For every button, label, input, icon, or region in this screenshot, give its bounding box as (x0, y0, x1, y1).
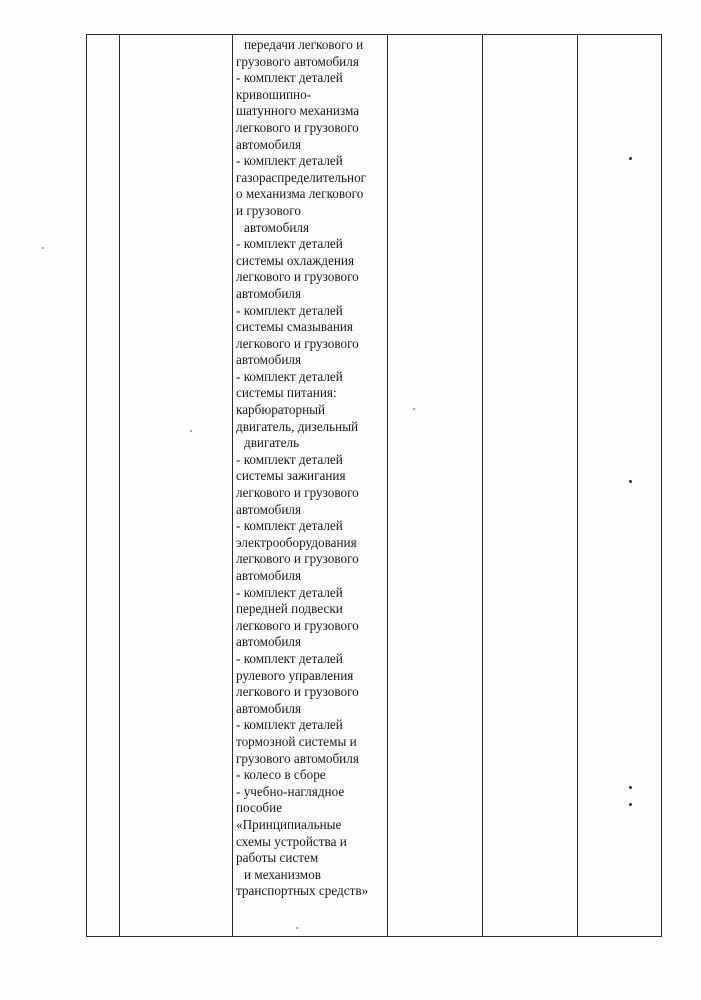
description-line: схемы устройства и (236, 833, 347, 849)
description-line: автомобиля (236, 568, 302, 583)
description-line: транспортных средств» (236, 883, 369, 899)
description-line: - комплект деталей (236, 153, 343, 169)
description-line: грузового автомобиля (236, 750, 359, 766)
scan-speck (629, 480, 632, 483)
description-line: рулевого управления (236, 667, 354, 683)
table-column-divider-3 (387, 34, 388, 937)
description-line: - комплект деталей (236, 717, 343, 733)
description-line: системы смазывания (236, 319, 354, 335)
description-line: - учебно-наглядное (236, 783, 345, 799)
description-line: грузового автомобиля (236, 53, 359, 69)
description-line: кривошипно- (236, 86, 312, 102)
scan-speck (629, 157, 632, 160)
description-line: - комплект деталей (236, 650, 343, 666)
description-line: системы зажигания (236, 468, 346, 484)
table-column-divider-5 (577, 34, 578, 937)
description-line: легкового и грузового (236, 617, 359, 633)
description-line: двигатель (244, 435, 300, 451)
description-line: и механизмов (244, 866, 321, 882)
description-line: электрооборудования (236, 534, 357, 550)
description-line: двигатель, дизельный (236, 418, 359, 434)
description-line: автомобиля (236, 501, 302, 517)
description-line: автомобиля (236, 700, 302, 716)
description-line: и грузового (236, 202, 301, 218)
description-line: легкового и грузового (236, 551, 359, 567)
scan-speck (296, 927, 298, 929)
description-line: карбюраторный (236, 402, 326, 418)
description-line: тормозной системы и (236, 733, 357, 749)
description-line: пособие (236, 800, 283, 816)
description-line: легкового и грузового (236, 684, 359, 700)
scan-speck (413, 408, 415, 410)
description-line: легкового и грузового (236, 119, 359, 135)
description-line: - комплект деталей (236, 584, 343, 600)
description-line: о механизма легкового (236, 186, 364, 202)
description-line: передачи легкового и (244, 37, 364, 52)
description-line: шатунного механизма (236, 103, 360, 119)
description-line: - комплект деталей (236, 302, 343, 318)
description-line: легкового и грузового (236, 335, 359, 351)
table-column-divider-1 (119, 34, 120, 937)
equipment-description-cell (236, 37, 386, 900)
description-line: - комплект деталей (236, 236, 343, 252)
scan-speck (629, 786, 632, 789)
description-line: «Принципиальные (236, 816, 342, 832)
scan-speck (629, 803, 632, 806)
description-line: системы охлаждения (236, 252, 355, 268)
description-line: - комплект деталей (236, 368, 343, 384)
description-line: автомобиля (236, 285, 302, 301)
description-line: легкового и грузового (236, 485, 359, 501)
description-line: - комплект деталей (236, 451, 343, 467)
description-line: передней подвески (236, 601, 343, 617)
description-line: системы питания: (236, 385, 337, 401)
description-line: легкового и грузового (236, 269, 359, 285)
description-line: - колесо в сборе (236, 767, 326, 783)
scan-speck (42, 247, 44, 249)
description-line: - комплект деталей (236, 70, 343, 86)
description-line: газораспределительног (236, 169, 367, 185)
description-line: - комплект деталей (236, 518, 343, 534)
table-column-divider-2 (232, 34, 233, 937)
description-line: автомобиля (236, 352, 302, 368)
table-column-divider-4 (482, 34, 483, 937)
description-line: работы систем (236, 850, 319, 866)
description-line: автомобиля (236, 634, 302, 650)
description-line: автомобиля (244, 219, 310, 235)
description-line: автомобиля (236, 136, 302, 152)
scan-speck (190, 430, 192, 432)
